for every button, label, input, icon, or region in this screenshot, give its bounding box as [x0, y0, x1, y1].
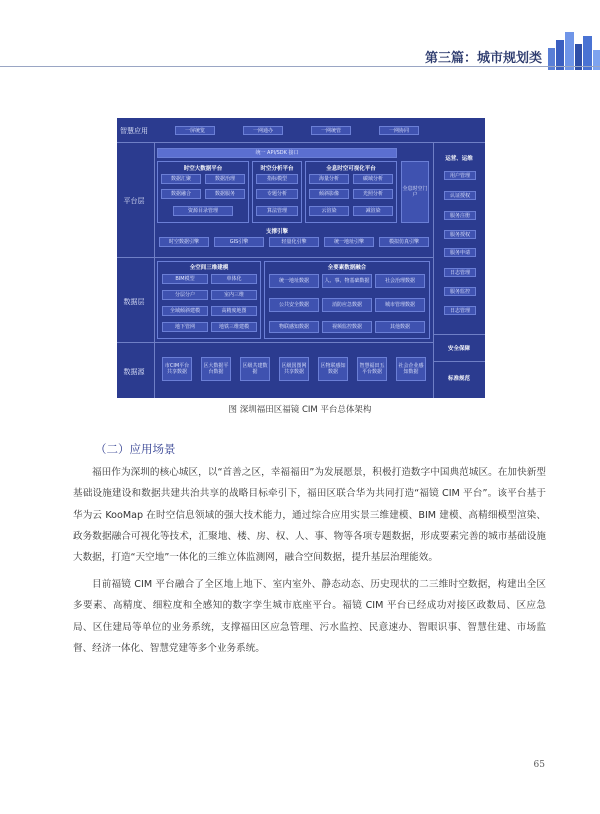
- panel-title: 全息时空可视化平台: [326, 166, 376, 172]
- ops-item: 认证授权: [444, 191, 476, 200]
- engine-item: GIS引擎: [214, 237, 264, 247]
- source-item: 社会企业感知数据: [396, 357, 426, 381]
- layer-label-source: 数据源: [123, 368, 145, 376]
- layer-label-platform: 平台层: [123, 197, 145, 205]
- panel-item: 城市管理数据: [375, 298, 425, 312]
- engine-item: 统一地址引擎: [324, 237, 374, 247]
- security-label: 安全保障: [447, 346, 470, 352]
- api-bar: 统一 API/SDK 接口: [157, 148, 397, 158]
- page-number: 65: [533, 760, 545, 770]
- engine-item: 轻量化引擎: [269, 237, 319, 247]
- panel-item: 统一地址数据: [269, 274, 319, 288]
- panel-item: 分层分户: [162, 290, 208, 300]
- ops-item: 日志管理: [444, 268, 476, 277]
- panel-item: 地下管网: [162, 322, 208, 332]
- divider: [117, 142, 485, 143]
- panel-item: 资源目录管理: [173, 206, 233, 216]
- ops-item: 服务申请: [444, 248, 476, 257]
- panel-item: 物联感知数据: [269, 321, 319, 333]
- app-item: 一网统管: [311, 126, 351, 135]
- divider: [433, 361, 485, 362]
- panel-title: 全空间三维建模: [189, 265, 229, 271]
- panel-title: 时空大数据平台: [183, 166, 223, 172]
- paragraph: 目前福镜 CIM 平台融合了全区地上地下、室内室外、静态动态、历史现状的二三维时空数据，构建出全区多要素、高精度、细粒度和全感知的数字孪生城市底座平台。福镜 CIM 平台已经成功对接区政数局、区应急局、区住建局等单位的业务系统，支撑福田区应急管理、污水监控、民意速办、智眼识事、智慧住建、市场监督、经济一体化、智慧党建等多个业务系统。: [73, 579, 546, 654]
- source-item: 区级共建数据: [240, 357, 270, 381]
- panel-item: 专题分析: [256, 189, 298, 199]
- source-item: 区物联感知数据: [318, 357, 348, 381]
- panel-item: 社会治理数据: [375, 274, 425, 288]
- panel-item: 指标模型: [256, 174, 298, 184]
- divider: [154, 142, 155, 398]
- ops-item: 用户管理: [444, 171, 476, 180]
- paragraph: 福田作为深圳的核心城区，以“首善之区，幸福福田”为发展愿景，积极打造数字中国典范城区。在加快新型基础设施建设和数据共建共治共享的战略目标牵引下，福田区联合华为共同打造“福镜 CIM 平台”。该平台基于华为云 KooMap 在时空信息领域的强大技术能力，通过综合应用实景三维建模、BIM 建模、高精细模型渲染、政务数据融合可视化等技术，汇聚地、楼、房、权、人、事、物等各项专题数据，形成要素完善的城市基础设施大数据，打造“天空地”一体化的三维立体监测网，融合空间数据，提升基层治理能效。: [73, 467, 546, 564]
- engine-title: 支撑引擎: [265, 229, 288, 235]
- architecture-diagram: [117, 118, 485, 398]
- source-item: 区大数据平台数据: [201, 357, 231, 381]
- app-item: 一网协同: [379, 126, 419, 135]
- divider: [117, 257, 433, 258]
- panel-item: 公共安全数据: [269, 298, 319, 312]
- city-skyline-icon: [544, 26, 600, 70]
- header-divider: [0, 66, 600, 67]
- panel-item: 数据治理: [205, 174, 245, 184]
- panel-title: 时空分析平台: [260, 166, 294, 172]
- divider: [433, 142, 434, 398]
- panel-item: 数据服务: [205, 189, 245, 199]
- engine-item: 时空数据引擎: [159, 237, 209, 247]
- portal-box: 全息时空门户: [401, 161, 429, 223]
- panel-item: 单体化: [211, 274, 257, 284]
- ops-item: 日志管理: [444, 306, 476, 315]
- panel-item: 数据融合: [161, 189, 201, 199]
- figure-caption: 图 深圳福田区福镜 CIM 平台总体架构: [228, 405, 372, 415]
- standards-label: 标准规范: [447, 376, 470, 382]
- panel-item: 全域倾斜建模: [162, 306, 208, 316]
- header-title: 第三篇：城市规划类: [424, 51, 542, 66]
- source-item: 市CIM平台共享数据: [162, 357, 192, 381]
- source-item: 智慧福田五平台数据: [357, 357, 387, 381]
- source-item: 区级国图网共享数据: [279, 357, 309, 381]
- section-title: （二）应用场景: [95, 442, 176, 456]
- panel-item: BIM模型: [162, 274, 208, 284]
- panel-title: 全要素数据融合: [327, 265, 367, 271]
- layer-label-data: 数据层: [123, 298, 145, 306]
- panel-item: 室内三维: [211, 290, 257, 300]
- panel-item: 地铁三维建模: [211, 322, 257, 332]
- panel-item: 光照分析: [353, 189, 393, 199]
- panel-item: 倾斜影像: [309, 189, 349, 199]
- panel-item: 碳域分析: [353, 174, 393, 184]
- ops-item: 服务授权: [444, 230, 476, 239]
- ops-title: 运营、运维: [445, 156, 473, 162]
- engine-item: 模拟仿真引擎: [379, 237, 429, 247]
- panel-item: 视频监控数据: [322, 321, 372, 333]
- divider: [117, 342, 433, 343]
- divider: [433, 334, 485, 335]
- panel-item: 人、事、物基础数据: [322, 274, 372, 288]
- layer-label-app: 智慧应用: [120, 127, 148, 135]
- panel-item: 数据汇聚: [161, 174, 201, 184]
- panel-item: 海量分析: [309, 174, 349, 184]
- panel-item: 云渲染: [309, 206, 349, 216]
- panel-item: 减渲染: [353, 206, 393, 216]
- app-item: 一屏统览: [175, 126, 215, 135]
- app-item: 一网通办: [243, 126, 283, 135]
- panel-item: 其他数据: [375, 321, 425, 333]
- panel-item: 算法管理: [256, 206, 298, 216]
- panel-item: 高精度地图: [211, 306, 257, 316]
- ops-item: 服务监控: [444, 287, 476, 296]
- panel-item: 消防应急数据: [322, 298, 372, 312]
- ops-item: 服务注册: [444, 211, 476, 220]
